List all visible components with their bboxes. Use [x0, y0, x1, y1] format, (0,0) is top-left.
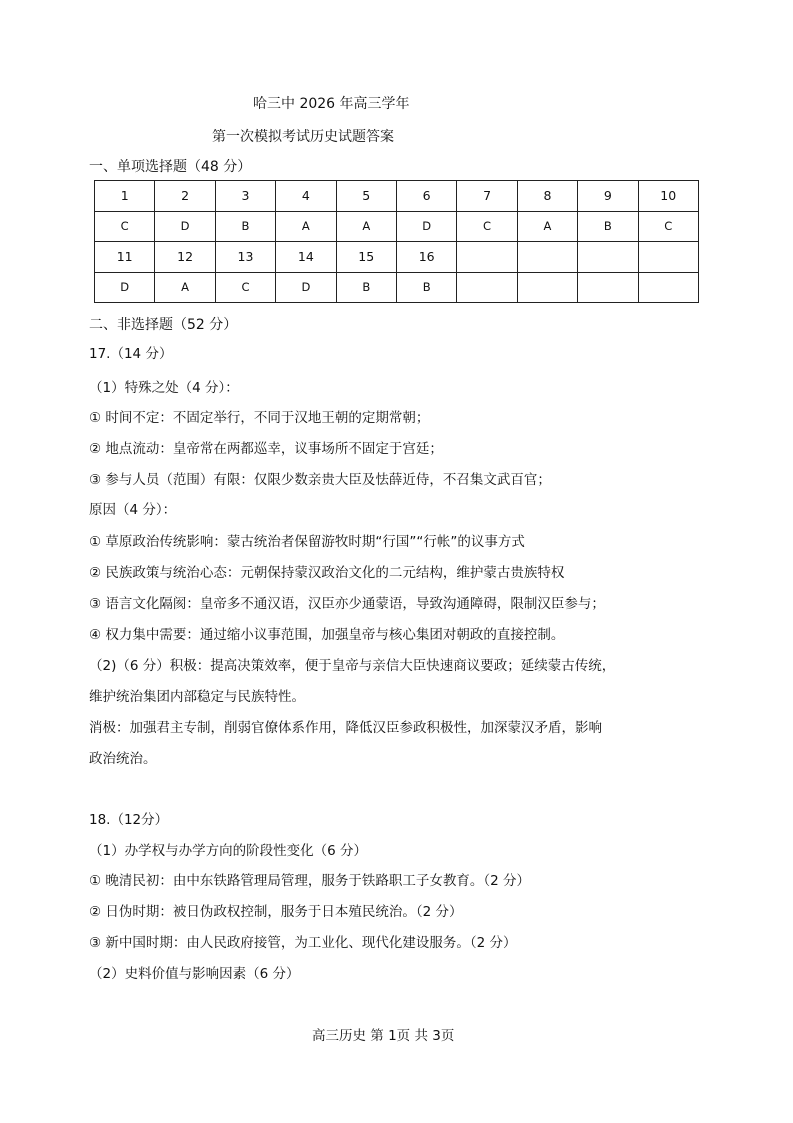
answer-cell	[638, 272, 698, 303]
question-number-cell: 8	[517, 181, 577, 212]
q18-part1-item: ② 日伪时期：被日伪政权控制，服务于日本殖民统治。（2 分）	[89, 904, 463, 920]
answer-cell: A	[336, 211, 396, 242]
q17-part2-text: 维护统治集团内部稳定与民族特性。	[89, 689, 305, 705]
answer-cell	[517, 272, 577, 303]
q17-part2-text: 政治统治。	[89, 751, 157, 767]
q18-part1-heading: （1）办学权与办学方向的阶段性变化（6 分）	[89, 843, 367, 859]
answer-cell: A	[517, 211, 577, 242]
answer-cell: B	[336, 272, 396, 303]
question-number-cell: 2	[155, 181, 215, 212]
question-number-cell	[457, 242, 517, 273]
answer-cell: B	[578, 211, 638, 242]
question-number-cell	[517, 242, 577, 273]
q17-reason-item: ③ 语言文化隔阂：皇帝多不通汉语，汉臣亦少通蒙语，导致沟通障碍，限制汉臣参与；	[89, 596, 605, 612]
q17-part1-item: ① 时间不定：不固定举行，不同于汉地王朝的定期常朝；	[89, 410, 430, 426]
answer-cell: D	[276, 272, 336, 303]
q18-part1-item: ③ 新中国时期：由人民政府接管，为工业化、现代化建设服务。（2 分）	[89, 935, 517, 951]
question-number-cell: 13	[215, 242, 275, 273]
question-number-cell: 3	[215, 181, 275, 212]
q17-part1-item: ② 地点流动：皇帝常在两都巡幸，议事场所不固定于宫廷；	[89, 441, 443, 457]
q18-part2-heading: （2）史料价值与影响因素（6 分）	[89, 966, 300, 982]
answer-cell: B	[215, 211, 275, 242]
exam-title-line2: 第一次模拟考试历史试题答案	[212, 129, 394, 145]
answer-cell: C	[638, 211, 698, 242]
question-number-cell: 14	[276, 242, 336, 273]
question-number-cell: 15	[336, 242, 396, 273]
question-number-cell: 10	[638, 181, 698, 212]
q17-part1-item: ③ 参与人员（范围）有限：仅限少数亲贵大臣及怯薛近侍，不召集文武百官；	[89, 472, 551, 488]
q17-reason-item: ① 草原政治传统影响：蒙古统治者保留游牧时期“行国”“行帐”的议事方式	[89, 534, 525, 550]
answer-cell	[457, 272, 517, 303]
answer-cell: A	[155, 272, 215, 303]
answer-cell: D	[396, 211, 456, 242]
answer-cell	[578, 272, 638, 303]
question-number-cell: 9	[578, 181, 638, 212]
question-number-cell: 4	[276, 181, 336, 212]
question-number-row	[95, 242, 699, 273]
answer-cell: C	[457, 211, 517, 242]
question-number-cell: 11	[95, 242, 155, 273]
exam-title-line1: 哈三中 2026 年高三学年	[253, 96, 410, 112]
answer-row	[95, 272, 699, 303]
answer-cell: D	[155, 211, 215, 242]
question-number-cell: 16	[396, 242, 456, 273]
q17-reason-item: ② 民族政策与统治心态：元朝保持蒙汉政治文化的二元结构，维护蒙古贵族特权	[89, 565, 565, 581]
question-number-cell: 1	[95, 181, 155, 212]
q17-part2-text: 消极：加强君主专制，削弱官僚体系作用，降低汉臣参政积极性，加深蒙汉矛盾，影响	[89, 720, 602, 736]
q18-title: 18.（12分）	[89, 812, 169, 828]
answer-cell: C	[215, 272, 275, 303]
answer-cell: B	[396, 272, 456, 303]
q17-part2-text: （2)（6 分）积极：提高决策效率，便于皇帝与亲信大臣快速商议要政；延续蒙古传统，	[89, 658, 616, 674]
q17-reason-item: ④ 权力集中需要：通过缩小议事范围，加强皇帝与核心集团对朝政的直接控制。	[89, 627, 565, 643]
answer-cell: A	[276, 211, 336, 242]
section1-heading: 一、单项选择题（48 分）	[89, 159, 252, 175]
page-footer: 高三历史 第 1页 共 3页	[312, 1028, 455, 1044]
question-number-cell: 5	[336, 181, 396, 212]
q17-reason-heading: 原因（4 分）：	[89, 502, 177, 518]
section2-heading: 二、非选择题（52 分）	[89, 317, 238, 333]
answer-row	[95, 211, 699, 242]
question-number-cell: 6	[396, 181, 456, 212]
answer-cell: C	[95, 211, 155, 242]
question-number-cell: 7	[457, 181, 517, 212]
answer-cell: D	[95, 272, 155, 303]
q18-part1-item: ① 晚清民初：由中东铁路管理局管理，服务于铁路职工子女教育。（2 分）	[89, 873, 531, 889]
question-number-cell	[578, 242, 638, 273]
q17-title: 17.（14 分）	[89, 346, 173, 362]
answer-table	[94, 180, 699, 303]
question-number-cell	[638, 242, 698, 273]
question-number-row	[95, 181, 699, 212]
q17-part1-heading: （1）特殊之处（4 分）：	[89, 380, 239, 396]
question-number-cell: 12	[155, 242, 215, 273]
